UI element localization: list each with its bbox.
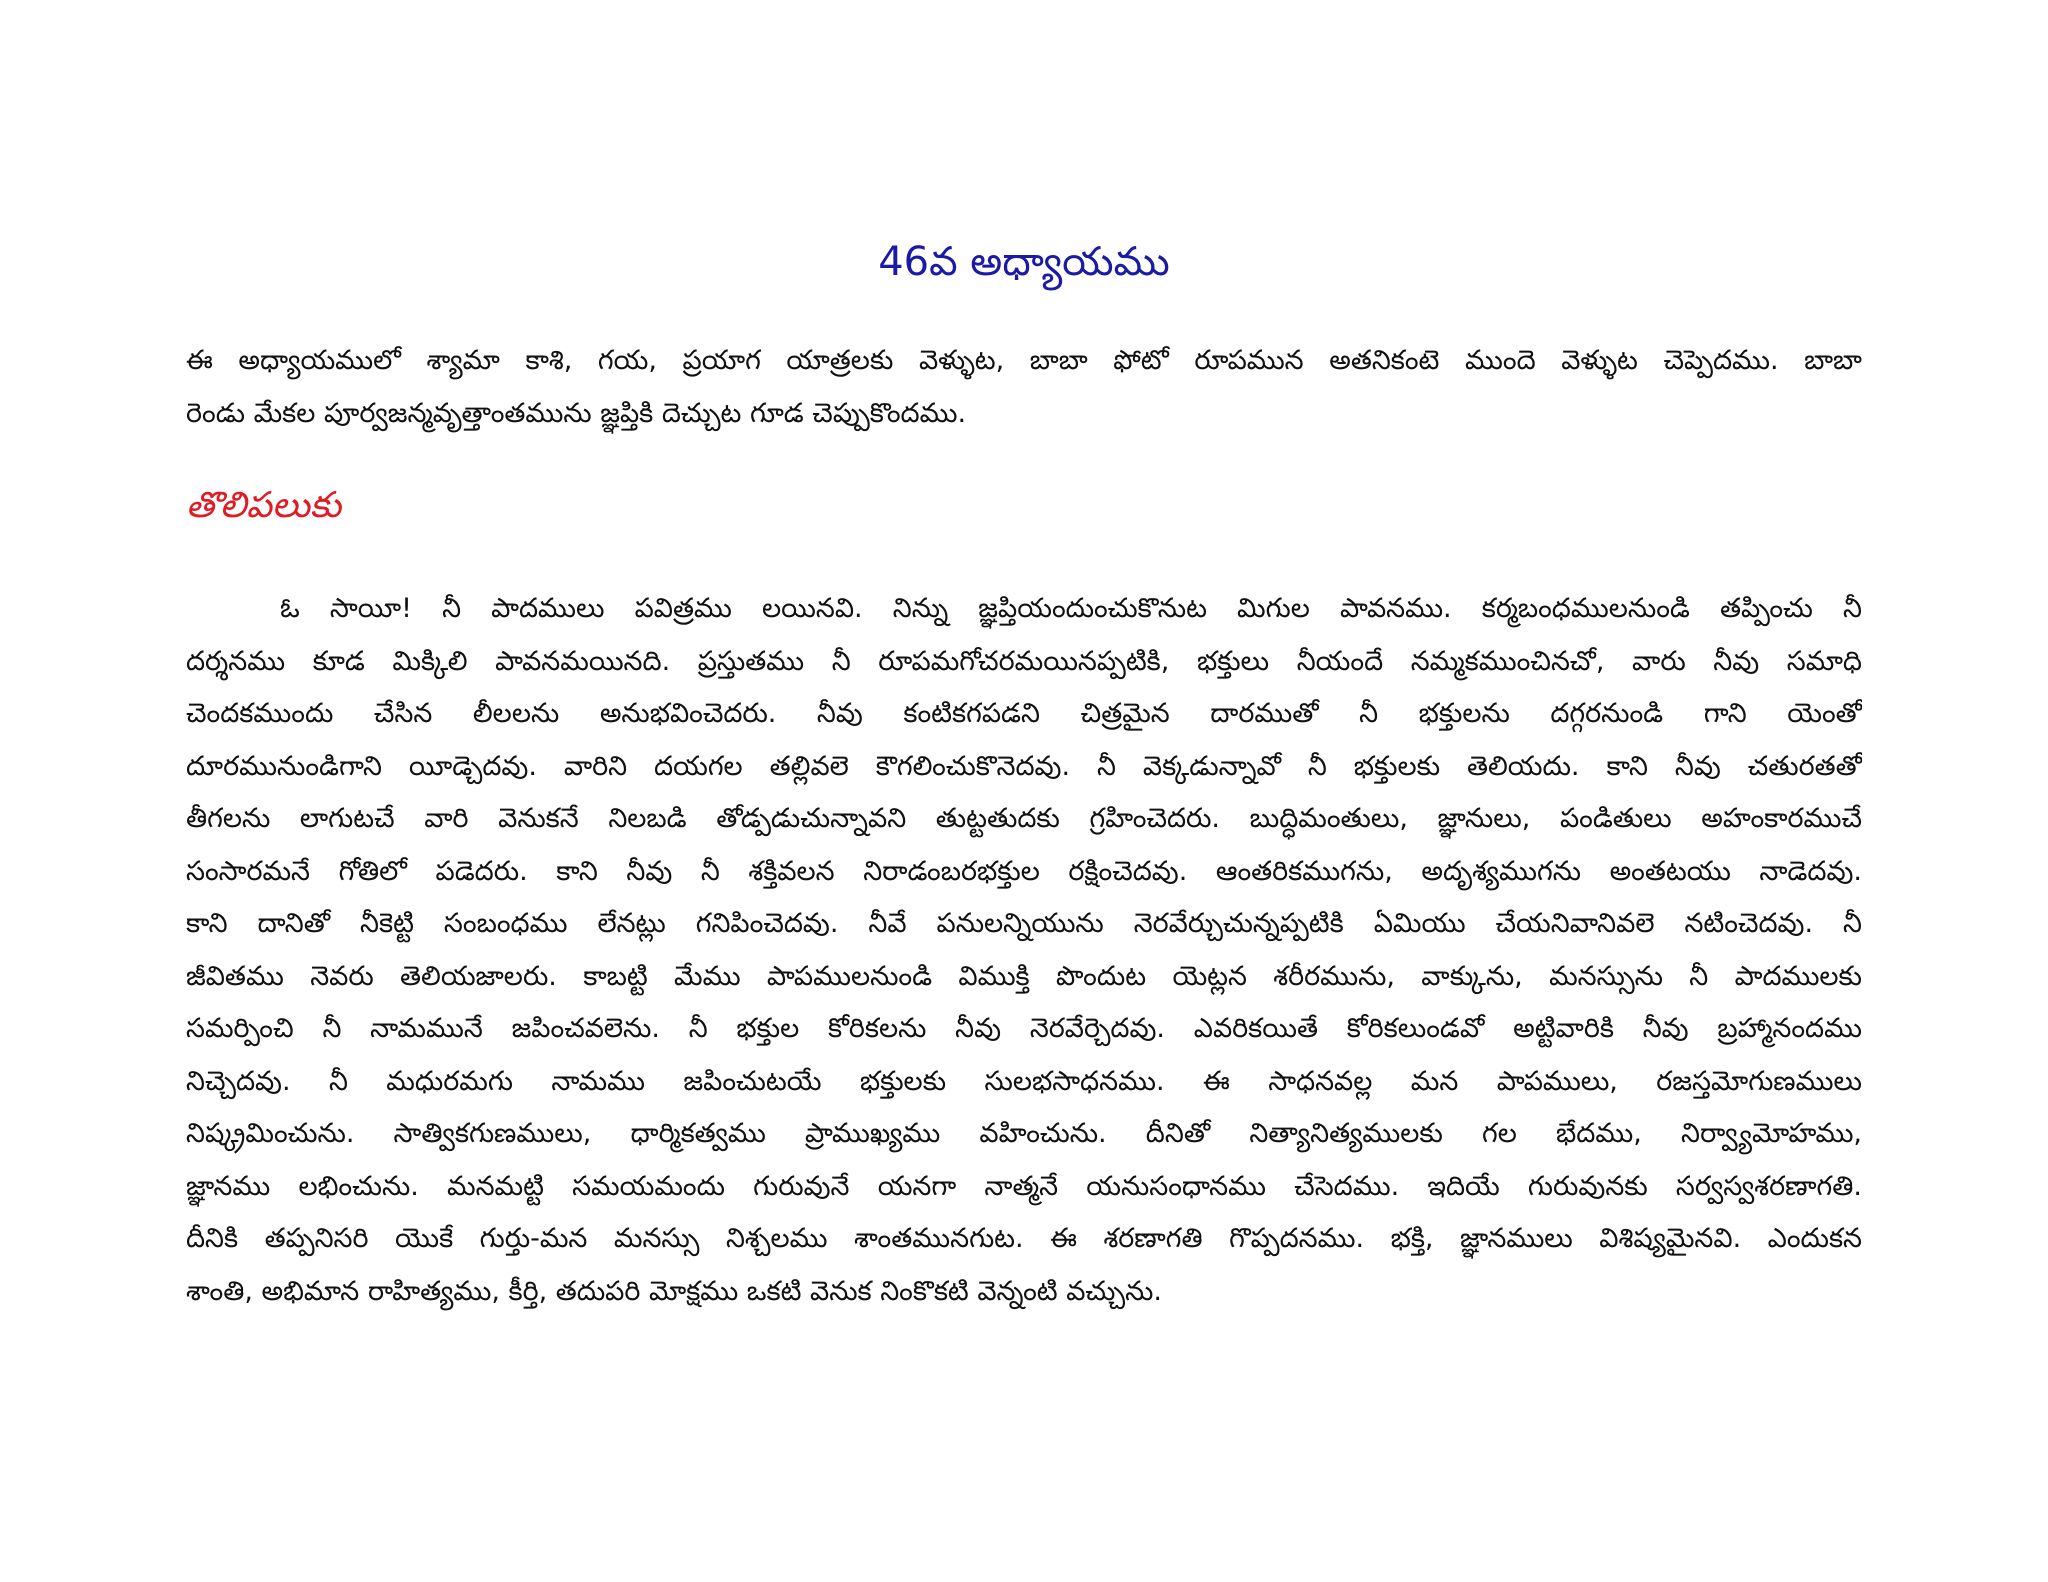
body-line: దీనికి తప్పనిసరి యొకే గుర్తు-మన మనస్సు నిశ్చలము శాంతమునగుట. ఈ శరణాగతి గొప్పదనము. భక్తి, జ్ఞానములు విశిష్యమైనవి. ఎందుకన xyxy=(186,1223,1862,1254)
body-paragraph xyxy=(186,583,1862,1318)
body-line: ఓ సాయీ! నీ పాదములు పవిత్రము లయినవి. నిన్ను జ్ఞప్తియందుంచుకొనుట మిగుల పావనము. కర్మబంధములనుండి తప్పించు నీ xyxy=(280,593,1862,624)
body-line: జీవితము నెవరు తెలియజాలరు. కాబట్టి మేము పాపములనుండి విముక్తి పొందుట యెట్లన శరీరమును, వాక్కును, మనస్సును నీ పాదములకు xyxy=(186,960,1862,992)
intro-line: ఈ అధ్యాయములో శ్యామా కాశి, గయ, ప్రయాగ యాత్రలకు వెళ్ళుట, బాబా ఫోటో రూపమున అతనికంటె ముందె వెళ్ళుట చెప్పెదము. బాబా xyxy=(186,345,1862,376)
body-line: సమర్పించి నీ నామమునే జపించవలెను. నీ భక్తుల కోరికలను నీవు నెరవేర్చెదవు. ఎవరికయితే కోరికలుండవో అట్టివారికి నీవు బ్రహ్మానందము xyxy=(186,1013,1862,1044)
section-heading: తొలిపలుకు xyxy=(186,485,342,526)
body-line: నిచ్చెదవు. నీ మధురమగు నామము జపించుటయే భక్తులకు సులభసాధనము. ఈ సాధనవల్ల మన పాపములు, రజస్తమోగుణములు xyxy=(186,1065,1862,1097)
body-line: దర్శనము కూడ మిక్కిలి పావనమయినది. ప్రస్తుతము నీ రూపమగోచరమయినప్పటికి, భక్తులు నీయందే నమ్మకముంచినచో, వారు నీవు సమాధి xyxy=(186,645,1862,677)
body-line: తీగలను లాగుటచే వారి వెనుకనే నిలబడి తోడ్పడుచున్నావని తుట్టతుదకు గ్రహించెదరు. బుద్ధిమంతులు, జ్ఞానులు, పండితులు అహంకారముచే xyxy=(186,803,1862,834)
body-line: దూరమునుండిగాని యీడ్చెదవు. వారిని దయగల తల్లివలె కౌగలించుకొనెదవు. నీ వెక్కడున్నావో నీ భక్తులకు తెలియదు. కాని నీవు చతురతతో xyxy=(186,750,1862,782)
body-line: సంసారమనే గోతిలో పడెదరు. కాని నీవు నీ శక్తివలన నిరాడంబరభక్తుల రక్షించెదవు. ఆంతరికముగను, అదృశ్యముగను అంతటయు నాడెదవు. xyxy=(186,855,1862,887)
intro-paragraph xyxy=(186,335,1862,440)
body-line: శాంతి, అభిమాన రాహిత్యము, కీర్తి, తదుపరి మోక్షము ఒకటి వెనుక నింకొకటి వెన్నంటి వచ్చును. xyxy=(186,1275,1162,1307)
body-line: జ్ఞానము లభించును. మనమట్టి సమయమందు గురువునే యనగా నాత్మనే యనుసంధానము చేసెదము. ఇదియే గురువునకు సర్వస్వశరణాగతి. xyxy=(186,1170,1862,1202)
body-line: నిష్క్రమించును. సాత్వికగుణములు, ధార్మికత్వము ప్రాముఖ్యము వహించును. దీనితో నిత్యానిత్యములకు గల భేదము, నిర్వ్యామోహము, xyxy=(186,1118,1862,1149)
body-line: కాని దానితో నీకెట్టి సంబంధము లేనట్లు గనిపించెదవు. నీవే పనులన్నియును నెరవేర్చుచున్నప్పటికి ఏమియు చేయనివానివలె నటించెదవు. నీ xyxy=(186,908,1862,939)
intro-line: రెండు మేకల పూర్వజన్మవృత్తాంతమును జ్ఞప్తికి దెచ్చుట గూడ చెప్పుకొందము. xyxy=(186,397,967,429)
body-line: చెందకముందు చేసిన లీలలను అనుభవించెదరు. నీవు కంటికగపడని చిత్రమైన దారముతో నీ భక్తులను దగ్గరనుండి గాని యెంతో xyxy=(186,698,1862,729)
chapter-title: 46వ అధ్యాయము xyxy=(878,239,1170,285)
